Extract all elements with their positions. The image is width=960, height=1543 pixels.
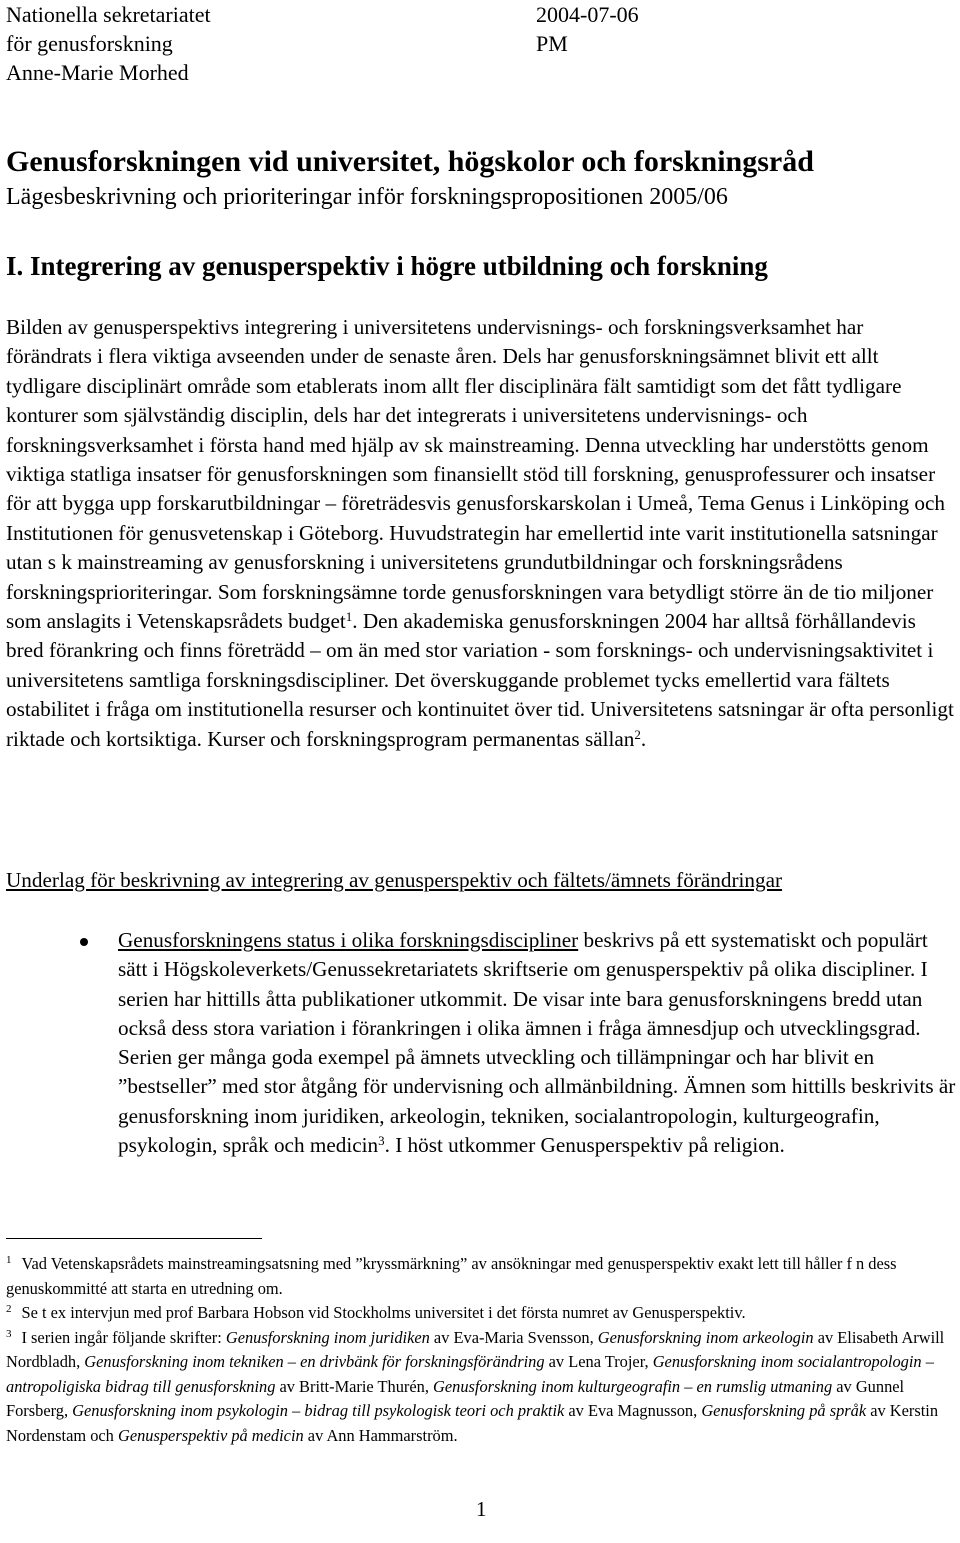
- footnote-3-text: av Eva-Maria Svensson,: [429, 1327, 598, 1347]
- header-organization: Nationella sekretariatet: [6, 2, 211, 27]
- underlined-heading: Underlag för beskrivning av integrering av genusperspektiv och fältets/ämnets förändringar: [6, 868, 783, 892]
- section-heading: I. Integrering av genusperspektiv i högre utbildning och forskning: [6, 251, 768, 281]
- header-department: för genusforskning: [6, 31, 173, 56]
- footnote-3-text: av Eva Magnusson,: [564, 1401, 702, 1420]
- bullet-text-2: . I höst utkommer Genusperspektiv på religion.: [384, 1133, 785, 1158]
- footnote-number-2: 2: [6, 1303, 12, 1315]
- publication-title: Genusforskning på språk: [701, 1401, 867, 1420]
- bullet-icon: [80, 938, 88, 946]
- footnote-ref-1[interactable]: 1: [345, 609, 353, 625]
- bullet-text-1: beskrivs på ett systematiskt och populärt sätt i Högskoleverkets/Genussekretariatets skriftserie om genusperspektiv på olika discipliner. I serien har hittills åtta publikationer utkommit. De visar inte bara genusforskningens bredd utan också dess stora variation i förankringen i olika ämnen i fråga ämnesdjup och utvecklingsgrad. Serien ger många goda exempel på ämnets utveckling och tillämpningar och har blivit en ”bestseller” med stor åtgång för undervisning och allmänbildning. Ämnen som hittills beskrivits är genusforskning inom juridiken, arkeologin, tekniken, socialantropologin, kulturgeografin, psykologin, språk och medicin: [118, 928, 956, 1158]
- footnote-2: [6, 1301, 954, 1326]
- footnote-3: [6, 1326, 954, 1449]
- footnote-divider: [6, 1238, 262, 1239]
- publication-title: Genusforskning inom kulturgeografin – en rumslig utmaning: [433, 1376, 833, 1396]
- body-text-part2: . Den akademiska genusforskningen 2004 har alltså förhållandevis bred förankring och finns företrädd – om än med stor variation - som forsknings- och undervisningsaktivitet i universitetens samtliga forskningsdiscipliner. Det överskuggande problemet tycks emellertid vara fältets ostabilitet i fråga om institutionella resurser och kontinuitet över tid. Universitetens satsningar är ofta personligt riktade och kortsiktiga. Kurser och forskningsprogram permanentas sällan: [6, 609, 954, 751]
- publication-title: Genusperspektiv på medicin: [117, 1425, 304, 1445]
- footnote-3-text: av Britt-Marie Thurén,: [275, 1376, 434, 1396]
- publication-title: Genusforskning inom tekniken – en drivbänk för forskningsförändring: [84, 1352, 545, 1371]
- footnote-ref-2[interactable]: 2: [634, 726, 641, 742]
- footnote-3-text: av Lena Trojer,: [544, 1352, 653, 1371]
- footnote-3-text: I serien ingår följande skrifter:: [21, 1327, 226, 1347]
- footnote-number-1: 1: [6, 1254, 12, 1266]
- header-meta: [536, 0, 639, 58]
- publication-title: Genusforskning inom psykologin – bidrag till psykologisk teori och praktik: [72, 1401, 565, 1420]
- document-subtitle: Lägesbeskrivning och prioriteringar inför forskningspropositionen 2005/06: [6, 184, 728, 210]
- body-paragraph: [6, 313, 954, 754]
- page-number: 1: [476, 1497, 487, 1521]
- footnote-ref-3[interactable]: 3: [378, 1133, 385, 1149]
- publication-title: Genusforskning inom juridiken: [225, 1327, 430, 1347]
- header-date: 2004-07-06: [536, 2, 639, 27]
- document-title: Genusforskningen vid universitet, högskolor och forskningsråd: [6, 145, 814, 178]
- body-text-part3: .: [640, 726, 647, 751]
- series-link[interactable]: Genusforskningens status i olika forskningsdiscipliner: [118, 928, 579, 952]
- footnote-3-text: av Elisabeth Arwill Nordbladh,: [6, 1327, 945, 1371]
- footnote-2-text: Se t ex intervjun med prof Barbara Hobson vid Stockholms universitet i det första numret av Genusperspektiv.: [21, 1303, 746, 1322]
- footnote-3-text: av Ann Hammarström.: [303, 1425, 458, 1445]
- footnote-1-text: Vad Vetenskapsrådets mainstreamingsatsning med ”kryssmärkning” av ansökningar med genusperspektiv exakt lett till håller f n dess genuskommitté att starta en utredning om.: [6, 1254, 897, 1298]
- footnote-3-text: av Gunnel Forsberg,: [6, 1376, 905, 1420]
- body-text-part1: Bilden av genusperspektivs integrering i universitetens undervisnings- och forskningsverksamhet har förändrats i flera viktiga avseenden under de senaste åren. Dels har genusforskningsämnet blivit ett allt tydligare disciplinärt område som etablerats inom allt fler disciplinära fält samtidigt som det fått tydligare konturer som självständig disciplin, dels har det integrerats i universitetens undervisnings- och forskningsverksamhet i första hand med hjälp av sk mainstreaming. Denna utveckling har understötts genom viktiga statliga insatser för genusforskningen som finansiellt stöd till forskning, genusprofessurer och insatser för att bygga upp forskarutbildningar – företrädesvis genusforskarskolan i Umeå, Tema Genus i Linköping och Institutionen för genusvetenskap i Göteborg. Huvudstrategin har emellertid inte varit institutionella satsningar utan s k mainstreaming av genusforskning i universitetens grundutbildningar och forskningsrådens forskningsprioriteringar. Som forskningsämne torde genusforskningen vara betydligt större än de tio miljoner som anslagits i Vetenskapsrådets budget: [6, 315, 945, 634]
- header-author: Anne-Marie Morhed: [6, 60, 189, 85]
- footnote-3-text: av Kerstin Nordenstam och: [6, 1401, 939, 1445]
- header-sender: [6, 0, 211, 87]
- list-item: [118, 926, 960, 1160]
- publication-title: Genusforskning inom socialantropologin – antropoligiska bidrag till genusforskning: [6, 1352, 934, 1396]
- header-doc-type: PM: [536, 31, 568, 56]
- footnotes: [6, 1252, 954, 1448]
- footnote-1: [6, 1252, 954, 1301]
- footnote-number-3: 3: [6, 1327, 12, 1340]
- publication-title: Genusforskning inom arkeologin: [597, 1327, 814, 1347]
